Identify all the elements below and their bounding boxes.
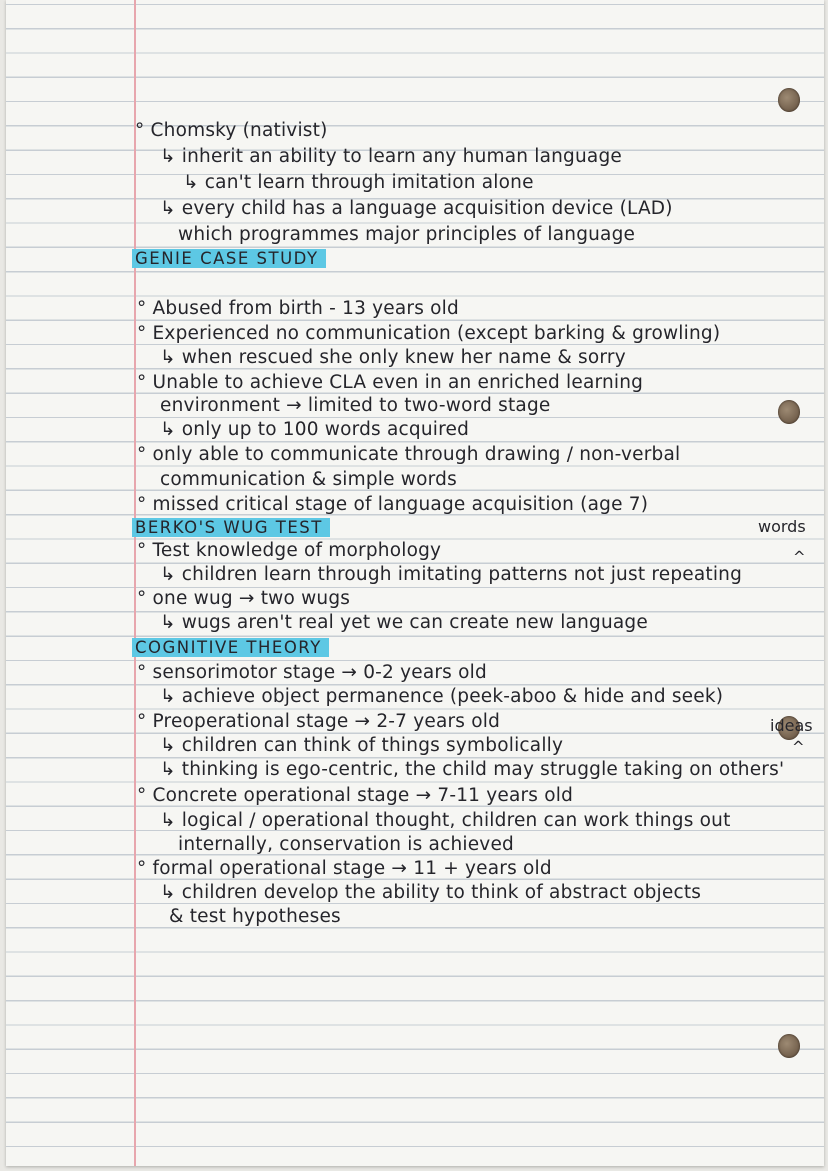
insertion-caret: ^ (793, 548, 806, 566)
section-heading: BERKO'S WUG TEST (132, 517, 330, 539)
note-line: ↳ achieve object permanence (peek-aboo & hide and seek) (160, 686, 724, 707)
note-line: ° formal operational stage → 11 + years old (137, 858, 552, 879)
notebook-page (6, 0, 824, 1166)
note-line: internally, conservation is achieved (178, 834, 514, 855)
note-line: ° Experienced no communication (except barking & growling) (137, 323, 721, 344)
margin-line (134, 0, 136, 1166)
punch-hole (778, 400, 800, 424)
note-line: ↳ children develop the ability to think of abstract objects (160, 882, 702, 903)
note-line: environment → limited to two-word stage (160, 395, 551, 416)
insertion-caret: ^ (792, 738, 805, 756)
note-line: ↳ logical / operational thought, children can work things out (160, 810, 731, 831)
inserted-word: words (758, 517, 806, 536)
inserted-word: ideas (770, 716, 813, 735)
note-line: ↳ children can think of things symbolically (160, 735, 564, 756)
note-line: ↳ thinking is ego-centric, the child may struggle taking on others' (160, 759, 785, 780)
note-line: ° sensorimotor stage → 0-2 years old (137, 662, 487, 683)
note-line: ° Unable to achieve CLA even in an enriched learning (137, 372, 644, 393)
note-line: ° Preoperational stage → 2-7 years old (137, 711, 501, 732)
note-line: ° Concrete operational stage → 7-11 years old (137, 785, 574, 806)
punch-hole (778, 1034, 800, 1058)
note-line: communication & simple words (160, 469, 457, 490)
note-line: which programmes major principles of language (178, 224, 636, 245)
note-line: ↳ only up to 100 words acquired (160, 419, 470, 440)
note-line: ° Test knowledge of morphology (137, 540, 442, 561)
note-line: ° only able to communicate through drawing / non-verbal (137, 444, 681, 465)
note-line: ° Abused from birth - 13 years old (137, 298, 459, 319)
section-heading: COGNITIVE THEORY (132, 637, 329, 659)
note-line: ↳ inherit an ability to learn any human language (160, 146, 622, 167)
note-line: ° one wug → two wugs (137, 588, 351, 609)
section-heading: GENIE CASE STUDY (132, 248, 326, 270)
note-line: ° missed critical stage of language acquisition (age 7) (137, 494, 649, 515)
note-line: ° Chomsky (nativist) (135, 120, 328, 141)
note-line: ↳ wugs aren't real yet we can create new language (160, 612, 648, 633)
punch-hole (778, 88, 800, 112)
note-line: ↳ children learn through imitating patterns not just repeating (160, 564, 743, 585)
note-line: ↳ every child has a language acquisition device (LAD) (160, 198, 673, 219)
note-line: ↳ when rescued she only knew her name & sorry (160, 347, 626, 368)
note-line: ↳ can't learn through imitation alone (183, 172, 534, 193)
note-line: & test hypotheses (169, 906, 341, 927)
